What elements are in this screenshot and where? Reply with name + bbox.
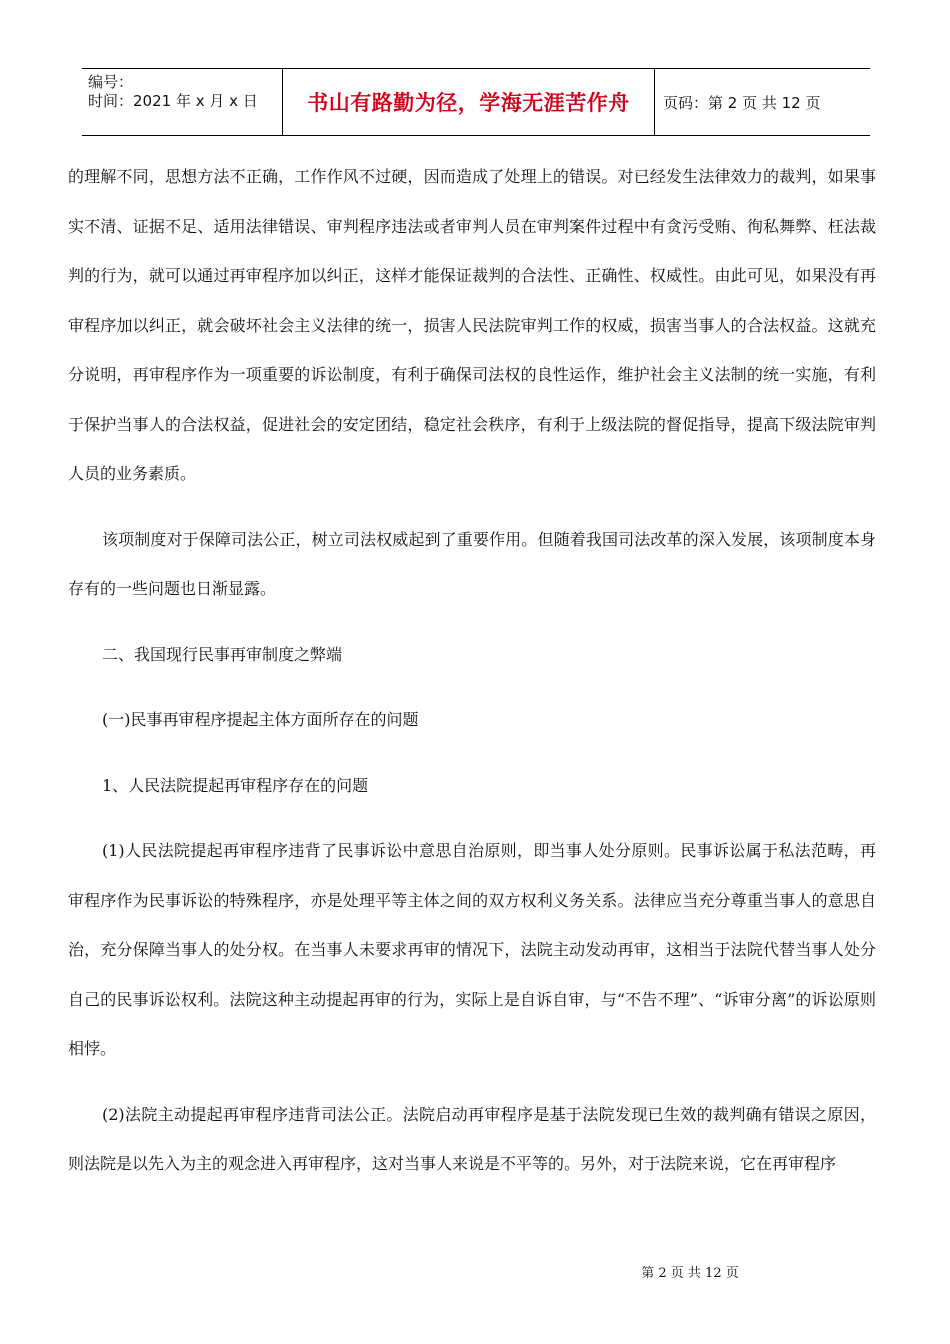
header-motto-cell <box>282 69 655 135</box>
page-header <box>82 68 870 136</box>
document-body <box>68 152 876 1189</box>
header-motto: 书山有路勤为径，学海无涯苦作舟 <box>307 91 630 115</box>
header-page-cell <box>655 69 870 135</box>
paragraph: 的理解不同，思想方法不正确，工作作风不过硬，因而造成了处理上的错误。对已经发生法律效力的裁判，如果事实不清、证据不足、适用法律错误、审判程序违法或者审判人员在审判案件过程中有贪污受贿、徇私舞弊、枉法裁判的行为，就可以通过再审程序加以纠正，这样才能保证裁判的合法性、正确性、权威性。由此可见，如果没有再审程序加以纠正，就会破坏社会主义法律的统一，损害人民法院审判工作的权威，损害当事人的合法权益。这就充分说明，再审程序作为一项重要的诉讼制度，有利于确保司法权的良性运作，维护社会主义法制的统一实施，有利于保护当事人的合法权益，促进社会的安定团结，稳定社会秩序，有利于上级法院的督促指导，提高下级法院审判人员的业务素质。 <box>68 167 876 483</box>
paragraph: (2)法院主动提起再审程序违背司法公正。法院启动再审程序是基于法院发现已生效的裁判确有错误之原因，则法院是以先入为主的观念进入再审程序，这对当事人来说是不平等的。另外，对于法院来说，它在再审程序 <box>68 1104 876 1173</box>
document-date: 时间：2021 年 x 月 x 日 <box>88 92 258 110</box>
subsection-heading: 1、人民法院提起再审程序存在的问题 <box>102 775 369 795</box>
paragraph: 该项制度对于保障司法公正，树立司法权威起到了重要作用。但随着我国司法改革的深入发展，该项制度本身存有的一些问题也日渐显露。 <box>68 529 876 598</box>
subsection-heading: (一)民事再审程序提起主体方面所存在的问题 <box>102 710 419 729</box>
section-heading: 二、我国现行民事再审制度之弊端 <box>102 644 343 664</box>
document-number: 编号： <box>88 73 134 91</box>
page-footer <box>0 1262 950 1281</box>
paragraph: (1)人民法院提起再审程序违背了民事诉讼中意思自治原则，即当事人处分原则。民事诉讼属于私法范畴，再审程序作为民事诉讼的特殊程序，亦是处理平等主体之间的双方权利义务关系。法律应当充分尊重当事人的意思自治，充分保障当事人的处分权。在当事人未要求再审的情况下，法院主动发动再审，这相当于法院代替当事人处分自己的民事诉讼权利。法院这种主动提起再审的行为，实际上是自诉自审，与“不告不理”、“诉审分离”的诉讼原则相悖。 <box>68 841 876 1058</box>
header-page-number: 页码：第 2 页 共 12 页 <box>663 93 821 112</box>
header-meta <box>82 69 282 135</box>
footer-page-number: 第 2 页 共 12 页 <box>641 1266 739 1281</box>
